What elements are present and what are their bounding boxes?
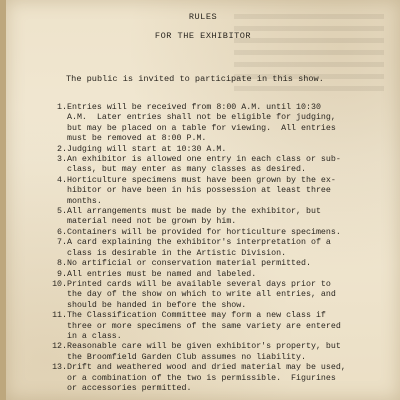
rule-item	[36, 270, 376, 280]
rule-number: 6.	[57, 227, 67, 237]
rule-item	[36, 176, 376, 207]
rule-item	[36, 280, 376, 311]
rule-number: 2.	[57, 144, 67, 154]
rule-item	[36, 259, 376, 269]
rule-number: 12.	[52, 342, 67, 352]
rule-text: Printed cards will be available several days prior to the day of the show on which to write all entries, and should be handed in before the show.	[67, 279, 336, 310]
rule-number: 5.	[57, 207, 67, 217]
rule-number: 10.	[52, 279, 67, 289]
rule-text: The Classification Committee may form a new class if three or more specimens of the same variety are entered in a class.	[67, 311, 341, 341]
rule-number: 3.	[57, 155, 67, 165]
rule-text: All arrangements must be made by the exhibitor, but material need not be grown by him.	[67, 207, 321, 227]
rule-text: Horticulture specimens must have been grown by the ex- hibitor or have been in his possession at least three months.	[67, 175, 336, 206]
rule-text: Entries will be received from 8:00 A.M. until 10:30 A.M. Later entries shall not be eligible for judging, but may be placed on a table for viewing. All entries must be removed at 8:00 P.M.	[67, 103, 336, 144]
rules-list	[36, 103, 376, 394]
rule-text: A card explaining the exhibitor's interpretation of a class is desirable in the Artistic Division.	[67, 238, 331, 258]
rule-item	[36, 103, 376, 145]
intro-text: The public is invited to participate in this show.	[66, 74, 324, 84]
document-title: RULES	[188, 12, 218, 22]
rule-item	[36, 363, 376, 394]
rule-text: All entries must be named and labeled.	[67, 269, 257, 279]
rule-item	[36, 311, 376, 342]
rule-number: 13.	[52, 363, 67, 373]
rule-number: 1.	[57, 103, 67, 112]
rule-item	[36, 238, 376, 259]
document-page	[6, 0, 400, 400]
rule-text: Containers will be provided for horticulture specimens.	[67, 227, 341, 237]
rule-item	[36, 207, 376, 228]
rule-item	[36, 155, 376, 176]
rule-text: Judging will start at 10:30 A.M.	[67, 144, 227, 154]
rule-item	[36, 228, 376, 238]
rule-text: Reasonable care will be given exhibitor's property, but the Broomfield Garden Club assumes no liability.	[67, 342, 341, 362]
rule-number: 4.	[57, 175, 67, 185]
rule-number: 11.	[52, 311, 67, 321]
rule-text: No artificial or conservation material permitted.	[67, 259, 311, 269]
rule-number: 8.	[57, 259, 67, 269]
rule-text: Drift and weathered wood and dried material may be used, or a combination of the two is permissible. Figurines or accessories permitted.	[67, 363, 346, 393]
document-subtitle: FOR THE EXHIBITOR	[154, 31, 252, 41]
rule-item	[36, 145, 376, 155]
rule-number: 7.	[57, 238, 67, 248]
rule-number: 9.	[57, 269, 67, 279]
rule-text: An exhibitor is allowed one entry in each class or sub- class, but may enter as many classes as desired.	[67, 155, 341, 175]
rule-item	[36, 342, 376, 363]
